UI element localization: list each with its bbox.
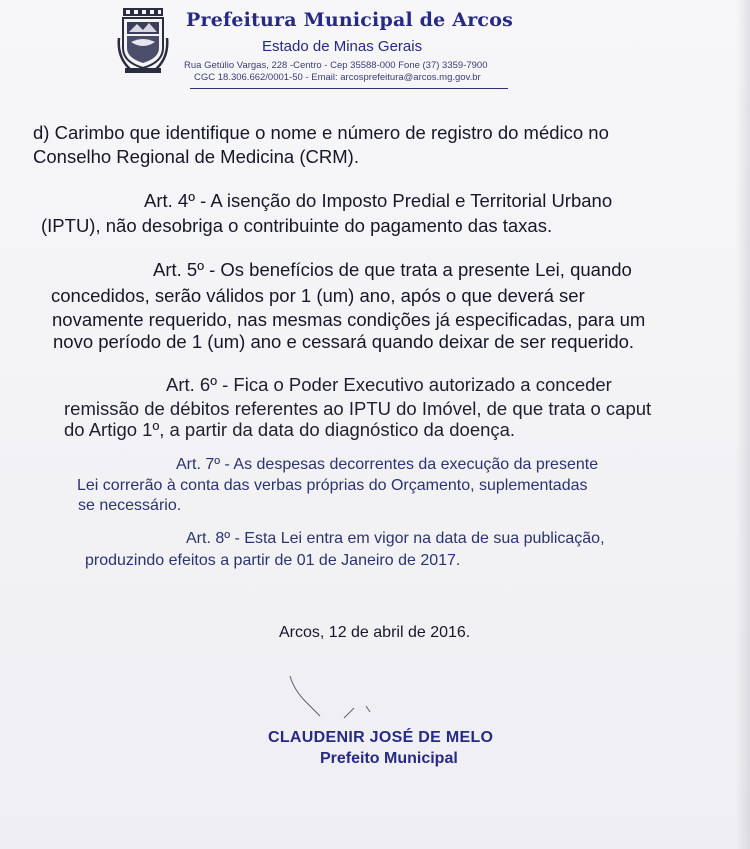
art8-line-2: produzindo efeitos a partir de 01 de Janeiro de 2017.	[85, 552, 461, 569]
coat-of-arms-icon	[117, 8, 169, 74]
signature-mark	[284, 668, 404, 728]
art7-line-1: Art. 7º - As despesas decorrentes da execução da presente	[176, 456, 599, 473]
art5-line-2: concedidos, serão válidos por 1 (um) ano, após o que deverá ser	[51, 285, 585, 306]
art6-line-1: Art. 6º - Fica o Poder Executivo autorizado a conceder	[166, 374, 612, 395]
art6-line-2: remissão de débitos referentes ao IPTU do Imóvel, de que trata o caput	[64, 398, 652, 419]
art4-line-1: Art. 4º - A isenção do Imposto Predial e Territorial Urbano	[144, 190, 613, 211]
letterhead-contact: CGC 18.306.662/0001-50 - Email: arcosprefeitura@arcos.mg.gov.br	[194, 72, 481, 83]
art4-line-2: (IPTU), não desobriga o contribuinte do pagamento das taxas.	[41, 215, 553, 236]
item-d-line-1: d) Carimbo que identifique o nome e número de registro do médico no	[33, 122, 609, 143]
art5-line-1: Art. 5º - Os benefícios de que trata a presente Lei, quando	[153, 259, 632, 280]
page-edge-shadow	[736, 0, 750, 849]
art8-line-1: Art. 8º - Esta Lei entra em vigor na data de sua publicação,	[186, 530, 605, 547]
art5-line-4: novo período de 1 (um) ano e cessará quando deixar de ser requerido.	[53, 331, 635, 352]
art5-line-3: novamente requerido, nas mesmas condições já especificadas, para um	[52, 309, 646, 330]
place-date: Arcos, 12 de abril de 2016.	[279, 624, 471, 641]
art7-line-3: se necessário.	[78, 497, 182, 514]
signatory-name: CLAUDENIR JOSÉ DE MELO	[268, 729, 494, 746]
item-d-line-2: Conselho Regional de Medicina (CRM).	[33, 146, 359, 167]
art7-line-2: Lei correrão à conta das verbas próprias do Orçamento, suplementadas	[77, 477, 588, 494]
letterhead-address: Rua Getúlio Vargas, 228 -Centro - Cep 35588-000 Fone (37) 3359-7900	[184, 60, 488, 71]
letterhead-divider	[190, 88, 508, 89]
art6-line-3: do Artigo 1º, a partir da data do diagnóstico da doença.	[64, 419, 516, 440]
signatory-title: Prefeito Municipal	[320, 750, 458, 767]
letterhead-title: Prefeitura Municipal de Arcos	[186, 9, 513, 31]
letterhead-state: Estado de Minas Gerais	[262, 38, 423, 55]
